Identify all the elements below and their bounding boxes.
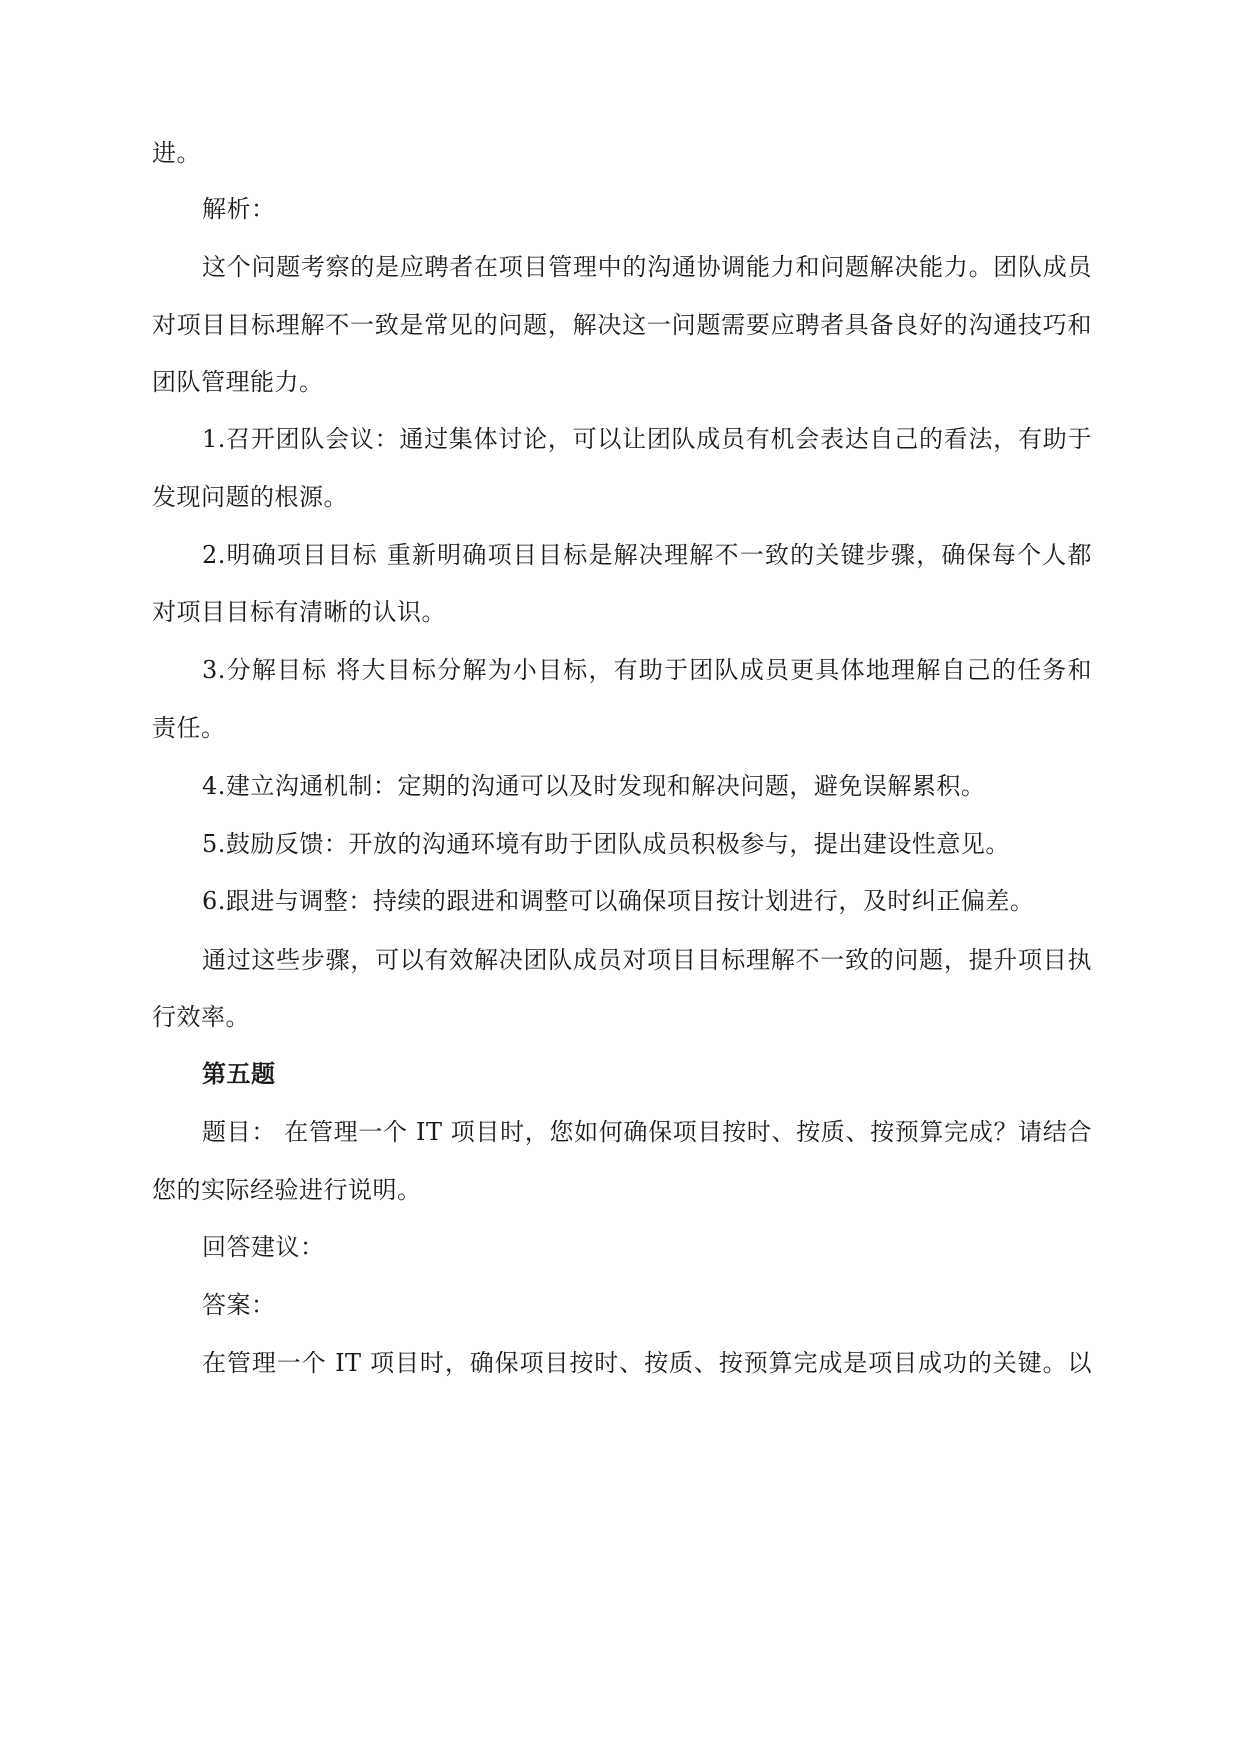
list-item-1-line-2: 发现问题的根源。	[152, 483, 348, 511]
answer-suggestion-heading: 回答建议：	[202, 1233, 325, 1261]
analysis-heading: 解析：	[202, 195, 276, 223]
list-item-4: 4.建立沟通机制：定期的沟通可以及时发现和解决问题，避免误解累积。	[202, 772, 986, 800]
list-item-3-line-2: 责任。	[152, 714, 226, 742]
summary-paragraph-line-1: 通过这些步骤，可以有效解决团队成员对项目目标理解不一致的问题，提升项目执	[202, 946, 1092, 974]
answer-paragraph-line-1: 在管理一个 IT 项目时，确保项目按时、按质、按预算完成是项目成功的关键。以	[202, 1349, 1092, 1377]
question-text-line-2: 您的实际经验进行说明。	[152, 1176, 422, 1204]
text-line-continuation: 进。	[152, 139, 201, 167]
question-text-line-1: 题目： 在管理一个 IT 项目时，您如何确保项目按时、按质、按预算完成？请结合	[202, 1118, 1092, 1146]
answer-heading: 答案：	[202, 1291, 276, 1319]
list-item-2-line-2: 对项目目标有清晰的认识。	[152, 598, 446, 626]
list-item-5: 5.鼓励反馈：开放的沟通环境有助于团队成员积极参与，提出建设性意见。	[202, 830, 1010, 858]
list-item-1-line-1: 1.召开团队会议：通过集体讨论，可以让团队成员有机会表达自己的看法，有助于	[202, 425, 1092, 453]
summary-paragraph-line-2: 行效率。	[152, 1003, 250, 1031]
list-item-6: 6.跟进与调整：持续的跟进和调整可以确保项目按计划进行，及时纠正偏差。	[202, 887, 1035, 915]
analysis-paragraph-line-3: 团队管理能力。	[152, 368, 324, 396]
analysis-paragraph-line-1: 这个问题考察的是应聘者在项目管理中的沟通协调能力和问题解决能力。团队成员	[202, 253, 1092, 281]
question-five-heading: 第五题	[202, 1059, 276, 1088]
list-item-3-line-1: 3.分解目标 将大目标分解为小目标，有助于团队成员更具体地理解自己的任务和	[202, 656, 1092, 684]
analysis-paragraph-line-2: 对项目目标理解不一致是常见的问题，解决这一问题需要应聘者具备良好的沟通技巧和	[152, 311, 1092, 339]
list-item-2-line-1: 2.明确项目目标 重新明确项目目标是解决理解不一致的关键步骤，确保每个人都	[202, 541, 1092, 569]
